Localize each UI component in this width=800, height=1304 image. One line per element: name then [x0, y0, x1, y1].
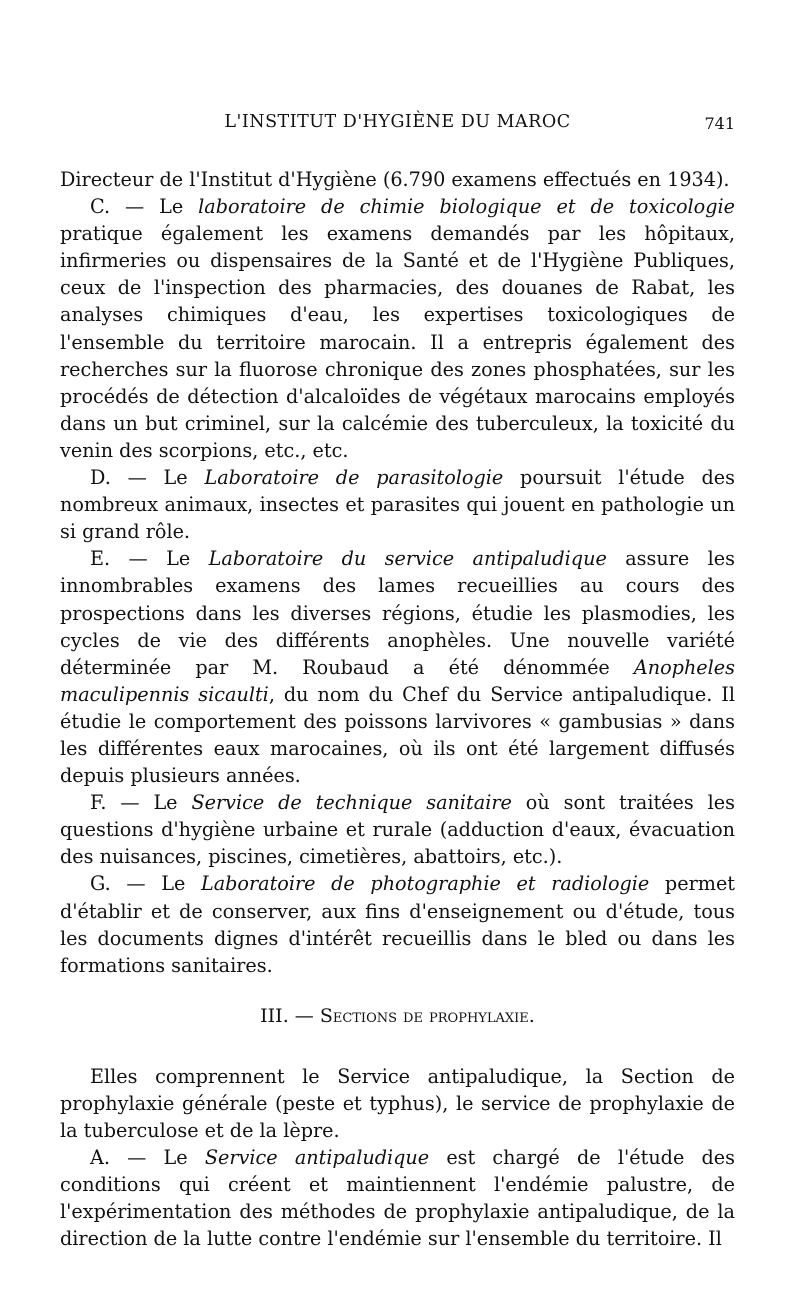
- paragraph-text: est chargé de l'étude des conditions qui créent et maintiennent l'endémie palustre, de l'expérimentation des méthodes de prophylaxie antipaludique, de la direction de la lutte contre l'endémie sur l'ensemble du territoire. Il: [60, 1146, 736, 1251]
- item-label: A. — Le: [90, 1146, 205, 1170]
- item-label: G. — Le: [90, 872, 201, 896]
- paragraph-c: [60, 193, 735, 464]
- paragraph-text: permet d'établir et de conserver, aux fins d'enseignement ou d'étude, tous les documents dignes d'intérêt recueillis dans le bled ou dans les formations sanitaires.: [60, 872, 736, 977]
- paragraph-text: Directeur de l'Institut d'Hygiène (6.790 examens effectués en 1934).: [60, 168, 730, 191]
- paragraph-a: [60, 1144, 735, 1252]
- paragraph-text: assure les innombrables examens des lames recueillies au cours des prospections dans les diverses régions, étudie les plasmodies, les cycles de vie des différents anophèles. Une nouvelle variété déterminée par M. Roubaud a été dénommée: [60, 547, 735, 679]
- item-term: Laboratoire du service antipaludique: [208, 547, 607, 571]
- document-page: [60, 112, 735, 1252]
- item-term: laboratoire de chimie biologique et de toxicologie: [198, 195, 735, 219]
- item-term: Laboratoire de photographie et radiologie: [200, 872, 650, 896]
- item-term: Laboratoire de parasitologie: [204, 466, 504, 490]
- paragraph-section-intro: [60, 1063, 735, 1144]
- paragraph-e: [60, 545, 735, 789]
- paragraph-text: poursuit l'étude des nombreux animaux, insectes et parasites qui jouent en pathologie un si grand rôle.: [60, 466, 735, 544]
- paragraph-text: , du nom du Chef du Service antipaludique. Il étudie le comportement des poissons larvivores « gambusias » dans les différentes eaux marocaines, où ils ont été largement diffusés depuis plusieurs années.: [60, 682, 735, 788]
- paragraph-f: [60, 789, 735, 870]
- running-header: [60, 112, 735, 142]
- section-title: Sections de prophylaxie.: [319, 1004, 535, 1027]
- paragraph-g: [60, 870, 735, 978]
- paragraph-text: où sont traitées les questions d'hygiène urbaine et rurale (adduction d'eaux, évacuation des nuisances, piscines, cimetières, abattoirs, etc.).: [60, 791, 735, 869]
- paragraph-text: pratique également les examens demandés par les hôpitaux, infirmeries ou dispensaires de la Santé et de l'Hygiène Publiques, ceux de l'inspection des pharmacies, des douanes de Rabat, les analyses chimiques d'eau, les expertises toxicologiques de l'ensemble du territoire marocain. Il a entrepris également des recherches sur la fluorose chronique des zones phosphatées, sur les procédés de détection d'alcaloïdes de végétaux marocains employés dans un but criminel, sur la calcémie des tuberculeux, la toxicité du venin des scorpions, etc., etc.: [60, 222, 735, 462]
- page-number: 741: [704, 114, 735, 133]
- section-heading: [60, 1005, 735, 1027]
- running-title: L'INSTITUT D'HYGIÈNE DU MAROC: [224, 112, 571, 132]
- item-label: C. — Le: [90, 195, 199, 219]
- item-label: F. — Le: [90, 791, 192, 815]
- item-label: E. — Le: [90, 547, 209, 571]
- item-label: D. — Le: [90, 466, 205, 490]
- paragraph-text: Elles comprennent le Service antipaludique, la Section de prophylaxie générale (peste et typhus), le service de prophylaxie de la tuberculose et de la lèpre.: [60, 1064, 735, 1142]
- paragraph-d: [60, 464, 735, 545]
- paragraph-continuation: [60, 166, 735, 193]
- species-name: Anopheles maculipennis sicaulti: [60, 655, 735, 706]
- section-numeral: III. —: [260, 1004, 320, 1027]
- item-term: Service de technique sanitaire: [191, 791, 512, 815]
- item-term: Service antipaludique: [204, 1146, 430, 1170]
